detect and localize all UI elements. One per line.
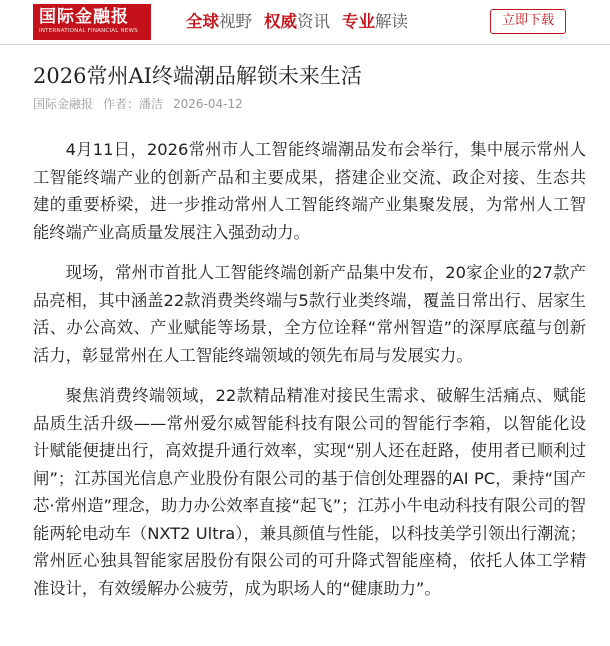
slogan-emphasis: 全球 bbox=[186, 12, 219, 31]
top-bar bbox=[0, 0, 610, 45]
article-paragraph: 聚焦消费终端领域，22款精品精准对接民生需求、破解生活痛点、赋能品质生活升级——常州爱尔威智能科技有限公司的智能行李箱，以智能化设计赋能便捷出行，高效提升通行效率，实现“别人还在赶路，使用者已顺利过闸”；江苏国光信息产业股份有限公司的基于信创处理器的AI PC，秉持“国产芯·常州造”理念，助力办公效率直接“起飞”；江苏小牛电动科技有限公司的智能两轮电动车（NXT2 Ultra），兼具颜值与性能，以科技美学引领出行潮流；常州匠心独具智能家居股份有限公司的可升降式智能座椅，依托人体工学精准设计，有效缓解办公疲劳，成为职场人的“健康助力”。 bbox=[33, 386, 586, 598]
slogan-emphasis: 专业 bbox=[342, 12, 375, 31]
newspaper-logo[interactable] bbox=[33, 4, 151, 40]
article-meta bbox=[33, 96, 253, 112]
article-source[interactable]: 国际金融报 bbox=[33, 97, 94, 111]
article-paragraph: 4月11日，2026常州市人工智能终端潮品发布会举行，集中展示常州人工智能终端产业的创新产品和主要成果，搭建企业交流、政企对接、生态共建的重要桥梁，进一步推动常州人工智能终端产业集聚发展，为常州人工智能终端产业高质量发展注入强劲动力。 bbox=[33, 140, 586, 242]
logo-subtitle: INTERNATIONAL FINANCIAL NEWS bbox=[39, 28, 138, 34]
article-body bbox=[33, 136, 586, 615]
slogan-emphasis: 权威 bbox=[264, 12, 297, 31]
article-date: 2026-04-12 bbox=[173, 97, 243, 111]
logo-name: 国际金融报 bbox=[39, 7, 129, 27]
slogan-plain: 视野 bbox=[219, 12, 252, 31]
slogan-plain: 解读 bbox=[375, 12, 408, 31]
article-author: 作者：潘洁 bbox=[103, 97, 164, 111]
article-title: 2026常州AI终端潮品解锁未来生活 bbox=[33, 64, 362, 88]
slogan-plain: 资讯 bbox=[297, 12, 330, 31]
article-paragraph: 现场，常州市首批人工智能终端创新产品集中发布，20家企业的27款产品亮相，其中涵盖22款消费类终端与5款行业类终端，覆盖日常出行、居家生活、办公高效、产业赋能等场景，全方位诠释“常州智造”的深厚底蕴与创新活力，彰显常州在人工智能终端领域的领先布局与发展实力。 bbox=[33, 263, 586, 365]
download-button[interactable]: 立即下载 bbox=[490, 9, 566, 34]
slogan bbox=[186, 11, 420, 33]
